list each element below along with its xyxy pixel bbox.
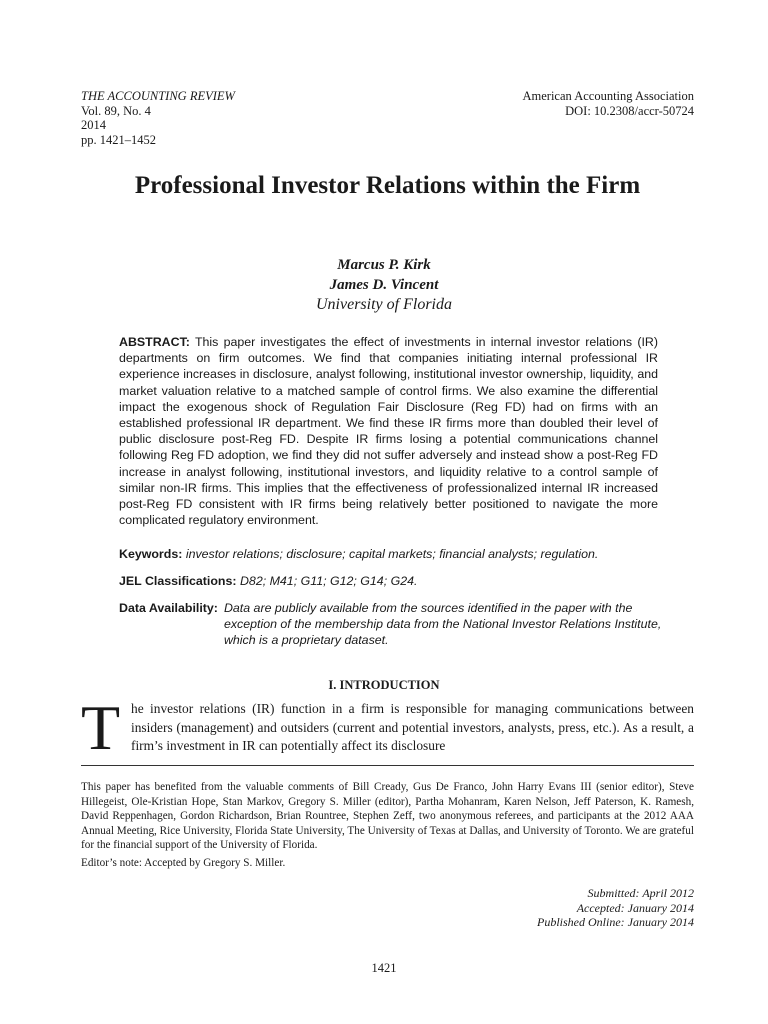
abstract (119, 334, 658, 528)
journal-name: THE ACCOUNTING REVIEW (81, 89, 235, 103)
author-name: Marcus P. Kirk (337, 257, 431, 273)
keywords-label: Keywords: (119, 547, 183, 561)
journal-pages: pp. 1421–1452 (81, 132, 156, 147)
section-heading: I. INTRODUCTION (328, 678, 440, 692)
accepted-date: Accepted: January 2014 (576, 900, 694, 915)
journal-volume: Vol. 89, No. 4 (81, 103, 151, 118)
author-name: James D. Vincent (329, 277, 439, 293)
page-number: 1421 (371, 961, 397, 975)
data-availability (119, 600, 664, 648)
introduction (81, 692, 694, 763)
published-date: Published Online: January 2014 (537, 915, 694, 929)
footnote-divider (81, 765, 694, 766)
data-availability-value: Data are publicly available from the sources identified in the paper with the exception of the membership data from the National Investor Relations Institute, which is a proprietary dataset. (223, 601, 662, 647)
data-availability-label: Data Availability: (119, 601, 218, 615)
submitted-date: Submitted: April 2012 (587, 886, 694, 900)
paper-title: Professional Investor Relations within the Firm (134, 172, 641, 199)
keywords-value: investor relations; disclosure; capital markets; financial analysts; regulation. (185, 547, 599, 561)
abstract-label: ABSTRACT: (119, 335, 190, 349)
abstract-text: This paper investigates the effect of investments in internal investor relations (IR) departments on firm outcomes. We find that companies initiating internal professional IR experience increases in disclosure, analyst following, institutional investor ownership, liquidity, and market valuation relative to a matched sample of control firms. We also examine the differential impact the exogenous shock of Regulation Fair Disclosure (Reg FD) had on firms with an established professional IR department. We find these IR firms more than doubled their level of public disclosure post-Reg FD. Despite IR firms losing a potential communications channel following Reg FD adoption, we find they did not suffer adversely and instead show a post-Reg FD increase in analyst following, institutional investors, and liquidity relative to a control sample of similar non-IR firms. This implies that the effectiveness of professionalized internal IR increased post-Reg FD consistent with IR firms being relatively better positioned to navigate the more complicated regulatory environment. (119, 335, 659, 528)
publisher-info (523, 89, 695, 118)
journal-year: 2014 (81, 118, 106, 132)
publication-dates (537, 886, 694, 930)
jel-label: JEL Classifications: (119, 574, 237, 588)
editor-note: Editor’s note: Accepted by Gregory S. Miller. (81, 857, 286, 869)
acknowledgements-footnote: This paper has benefited from the valuable comments of Bill Cready, Gus De Franco, John Harry Evans III (senior editor), Steve Hillegeist, Ole-Kristian Hope, Stan Markov, Gregory S. Miller (editor), Partha Mohanram, Karen Nelson, Jeff Paterson, K. Ramesh, David Reppenhagen, Gordon Richardson, Brian Rountree, Stephen Zeff, two anonymous referees, and participants at the 2012 AAA Annual Meeting, Rice University, Florida State University, The University of Texas at Dallas, and University of Toronto. We are grateful for the financial support of the University of Florida. (81, 781, 694, 851)
keywords (119, 546, 664, 562)
jel-classifications (119, 573, 664, 589)
drop-cap: T (81, 692, 121, 763)
introduction-text: he investor relations (IR) function in a firm is responsible for managing communications between insiders (management) and outsiders (current and potential investors, analysts, press, etc.). As a result, a firm’s investment in IR can potentially affect its disclosure (131, 701, 694, 753)
publisher-name: American Accounting Association (522, 89, 694, 103)
author-affiliation: University of Florida (316, 296, 452, 313)
author-block (0, 255, 768, 315)
journal-info (81, 89, 235, 147)
doi: DOI: 10.2308/accr-50724 (565, 103, 694, 118)
jel-value: D82; M41; G11; G12; G14; G24. (239, 574, 418, 588)
